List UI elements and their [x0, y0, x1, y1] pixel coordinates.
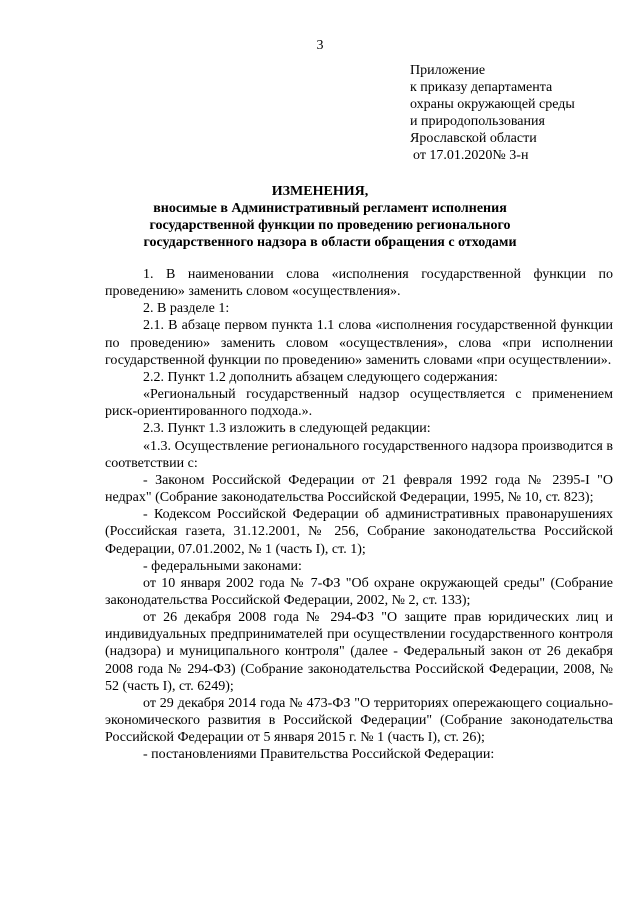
document-body — [105, 266, 613, 764]
paragraph: «Региональный государственный надзор осуществляется с применением риск-ориентированного подхода.». — [105, 387, 613, 420]
paragraph: от 26 декабря 2008 года № 294-ФЗ "О защите прав юридических лиц и индивидуальных предпринимателей при осуществлении государственного контроля (надзора) и муниципального контроля" (далее - Федеральный закон от 26 декабря 2008 года № 294-ФЗ) (Собрание законодательства Российской Федерации, 2008, № 52 (часть I), ст. 6249); — [105, 610, 613, 694]
document-subtitle: вносимые в Административный регламент исполнения государственной функции по проведению регионального государственного надзора в области обращения с отходами — [143, 201, 517, 250]
page-number: 3 — [316, 38, 324, 53]
paragraph: от 10 января 2002 года № 7-ФЗ "Об охране окружающей среды" (Собрание законодательства Российской Федерации, 2002, № 2, ст. 133); — [105, 575, 613, 608]
document-heading — [96, 183, 544, 251]
paragraph: - федеральными законами: — [143, 558, 302, 574]
appendix-line: охраны окружающей среды — [410, 97, 575, 112]
appendix-line: Ярославской области — [410, 131, 537, 146]
paragraph: - Законом Российской Федерации от 21 февраля 1992 года № 2395-I "О недрах" (Собрание законодательства Российской Федерации, 1995, № 10, ст. 823); — [105, 472, 613, 506]
paragraph: 2.1. В абзаце первом пункта 1.1 слова «исполнения государственной функции по проведению» заменить словом «осуществления», слова «при исполнении государственной функции по проведению» заменить словами «при осуществлении». — [105, 318, 613, 368]
paragraph: - постановлениями Правительства Российской Федерации: — [143, 747, 495, 763]
paragraph: 1. В наименовании слова «исполнения государственной функции по проведению» заменить словом «осуществления». — [105, 267, 613, 300]
paragraph: - Кодексом Российской Федерации об административных правонарушениях (Российская газета, 31.12.2001, № 256, Собрание законодательства Российской Федерации, 07.01.2002, № 1 (часть I), ст. 1); — [105, 507, 613, 557]
appendix-date-line: от 17.01.2020№ 3-н — [413, 148, 529, 163]
paragraph: 2. В разделе 1: — [143, 301, 230, 317]
document-title: ИЗМЕНЕНИЯ, — [271, 184, 369, 199]
paragraph: от 29 декабря 2014 года № 473-ФЗ "О территориях опережающего социально-экономического развития в Российской Федерации" (Собрание законодательства Российской Федерации от 5 января 2015 г. № 1 (часть I), ст. 26); — [105, 695, 613, 746]
appendix-line: и природопользования — [410, 114, 545, 129]
appendix-line: к приказу департамента — [410, 80, 553, 95]
paragraph: «1.3. Осуществление регионального государственного надзора производится в соответствии с: — [105, 438, 613, 471]
paragraph: 2.3. Пункт 1.3 изложить в следующей редакции: — [143, 421, 431, 437]
appendix-line: Приложение — [410, 63, 486, 78]
paragraph: 2.2. Пункт 1.2 дополнить абзацем следующего содержания: — [143, 369, 498, 385]
appendix-block — [410, 62, 630, 164]
